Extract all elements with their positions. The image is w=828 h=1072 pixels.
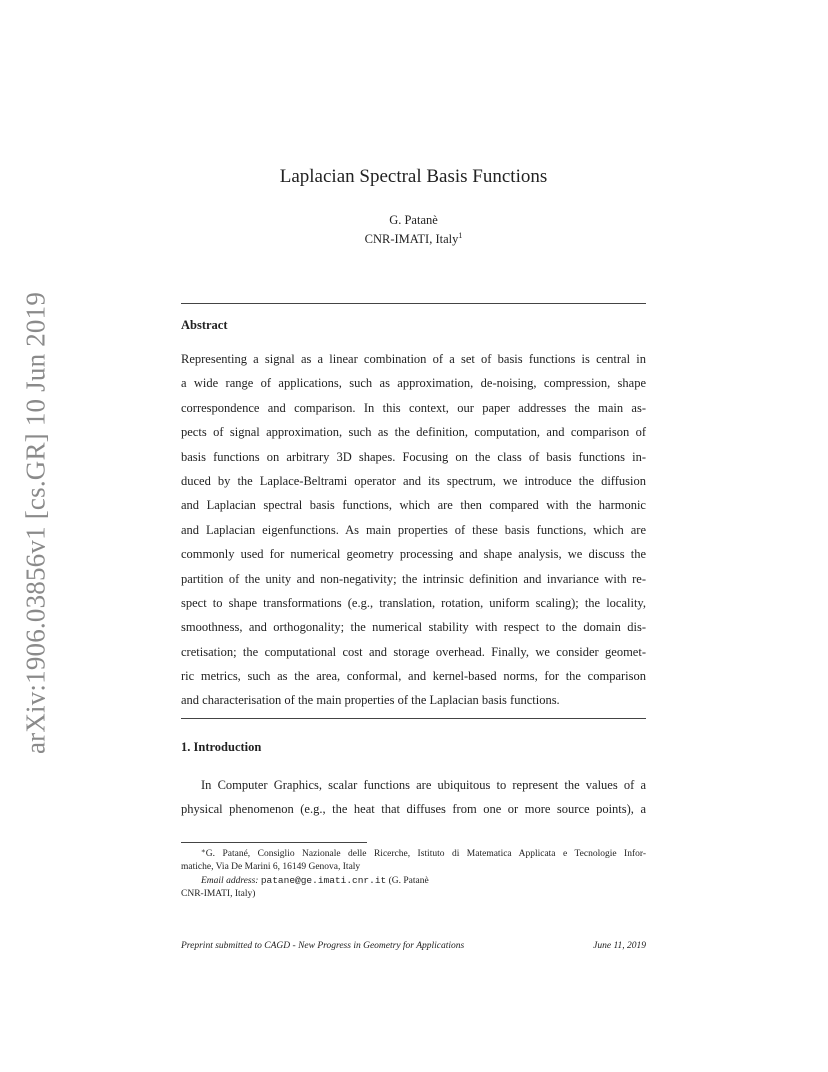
abstract-line: Representing a signal as a linear combination of a set of basis functions is central in	[181, 352, 646, 366]
abstract-line: basis functions on arbitrary 3D shapes. Focusing on the class of basis functions in-	[181, 449, 646, 464]
footer-date: June 11, 2019	[593, 941, 646, 951]
abstract-line: and Laplacian spectral basis functions, which are then compared with the harmonic	[181, 498, 646, 513]
abstract-line: cretisation; the computational cost and storage overhead. Finally, we consider geomet-	[181, 644, 646, 659]
footnote-mark: ∗	[201, 847, 206, 855]
abstract-line: a wide range of applications, such as approximation, de-noising, compression, shape	[181, 376, 646, 391]
arxiv-identifier-stamp: arXiv:1906.03856v1 [cs.GR] 10 Jun 2019	[20, 291, 51, 755]
email-address-link[interactable]: patane@ge.imati.cnr.it	[260, 875, 387, 886]
footnote-line: CNR-IMATI, Italy)	[181, 889, 256, 899]
footnote-rule	[181, 842, 367, 843]
footnote-line: matiche, Via De Marini 6, 16149 Genova, Italy	[181, 862, 361, 872]
section-heading-introduction: 1. Introduction	[181, 740, 262, 754]
footer-preprint-note: Preprint submitted to CAGD - New Progress in Geometry for Applications	[181, 941, 465, 951]
email-label: Email address:	[201, 876, 259, 886]
abstract-top-rule	[181, 303, 646, 304]
author-affiliation-line	[181, 230, 646, 249]
paper-page	[181, 0, 646, 1072]
affiliation-mark: 1	[458, 231, 463, 240]
abstract-line: commonly used for numerical geometry processing and shape analysis, we discuss the	[181, 547, 646, 562]
author-affiliation: CNR-IMATI, Italy	[364, 232, 459, 246]
email-suffix: (G. Patanè	[388, 876, 429, 886]
abstract-bottom-rule	[181, 718, 646, 719]
abstract-line: partition of the unity and non-negativity; the intrinsic definition and invariance with re-	[181, 571, 646, 586]
abstract-heading: Abstract	[181, 318, 228, 332]
abstract-line: duced by the Laplace-Beltrami operator and its spectrum, we introduce the diffusion	[181, 473, 646, 488]
abstract-line: spect to shape transformations (e.g., translation, rotation, uniform scaling); the locality,	[181, 595, 646, 610]
introduction-line: In Computer Graphics, scalar functions are ubiquitous to represent the values of a	[201, 778, 646, 792]
introduction-text	[181, 773, 646, 822]
author-block	[181, 211, 646, 249]
footnote-email-line	[181, 874, 646, 888]
abstract-line: pects of signal approximation, such as the definition, computation, and comparison of	[181, 425, 646, 440]
abstract-line: correspondence and comparison. In this context, our paper addresses the main as-	[181, 400, 646, 415]
paper-title: Laplacian Spectral Basis Functions	[279, 166, 548, 187]
footnote-affiliation-text: G. Patané, Consiglio Nazionale delle Ricerche, Istituto di Matematica Applicata e Tecnologie Infor-	[205, 849, 646, 859]
abstract-line: and Laplacian eigenfunctions. As main properties of these basis functions, which are	[181, 522, 646, 537]
footnote-line	[181, 848, 646, 861]
abstract-line: smoothness, and orthogonality; the numerical stability with respect to the domain dis-	[181, 620, 646, 635]
author-name: G. Patanè	[389, 213, 438, 227]
footnote	[181, 848, 646, 901]
introduction-line: physical phenomenon (e.g., the heat that diffuses from one or more source points), a	[181, 802, 646, 817]
abstract-line: and characterisation of the main properties of the Laplacian basis functions.	[181, 693, 560, 708]
abstract-text	[181, 347, 646, 713]
abstract-line: ric metrics, such as the area, conformal, and kernel-based norms, for the comparison	[181, 669, 646, 684]
